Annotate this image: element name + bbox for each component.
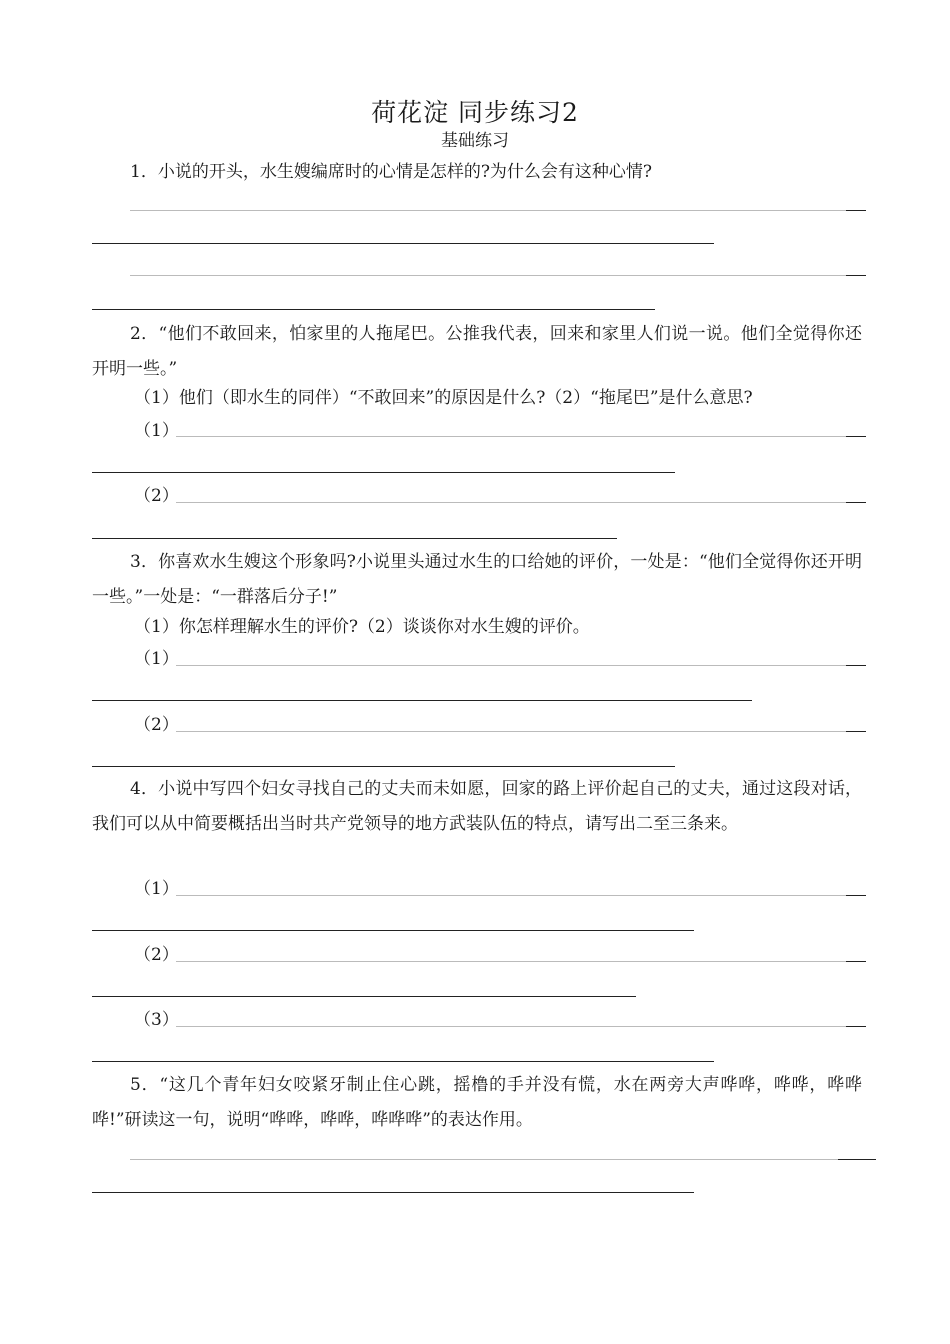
- answer-line[interactable]: [176, 961, 846, 962]
- answer-line[interactable]: [176, 665, 846, 666]
- answer-line[interactable]: [92, 243, 714, 244]
- answer-line[interactable]: [176, 895, 846, 896]
- question-3-text: 3．你喜欢水生嫂这个形象吗?小说里头通过水生的口给她的评价，一处是：“他们全觉得你还开明一些。”一处是：“一群落后分子!”: [92, 552, 862, 607]
- answer-line[interactable]: [176, 1026, 846, 1027]
- answer-line-end: [846, 961, 866, 962]
- answer-label-3: （3）: [134, 1010, 179, 1030]
- answer-line-end: [846, 502, 866, 503]
- answer-line[interactable]: [130, 1159, 838, 1160]
- answer-label-1: （1）: [134, 879, 179, 899]
- page-title: 荷花淀 同步练习2: [371, 98, 579, 127]
- answer-line[interactable]: [92, 930, 694, 931]
- question-2-subquestions: （1）他们（即水生的同伴）“不敢回来”的原因是什么?（2）“拖尾巴”是什么意思?: [134, 388, 753, 408]
- page-subtitle: 基础练习: [441, 131, 509, 151]
- answer-label-1: （1）: [134, 421, 179, 441]
- answer-line[interactable]: [92, 766, 675, 767]
- answer-line-end: [846, 895, 866, 896]
- answer-label-2: （2）: [134, 945, 179, 965]
- answer-line-end: [846, 436, 866, 437]
- answer-label-2: （2）: [134, 715, 179, 735]
- answer-line[interactable]: [92, 996, 636, 997]
- question-5-text: 5．“这几个青年妇女咬紧牙制止住心跳，摇橹的手并没有慌，水在两旁大声哗哗，哗哗，哗哗哗!”研读这一句，说明“哗哗，哗哗，哗哗哗”的表达作用。: [92, 1075, 862, 1130]
- question-3-subquestions: （1）你怎样理解水生的评价?（2）谈谈你对水生嫂的评价。: [134, 617, 590, 637]
- answer-line[interactable]: [176, 731, 846, 732]
- answer-line-end: [838, 1159, 876, 1160]
- question-4-text: 4．小说中写四个妇女寻找自己的丈夫而未如愿，回家的路上评价起自己的丈夫，通过这段对话，我们可以从中简要概括出当时共产党领导的地方武装队伍的特点，请写出二至三条来。: [92, 779, 862, 834]
- question-2-text: 2．“他们不敢回来，怕家里的人拖尾巴。公推我代表，回来和家里人们说一说。他们全觉得你还开明一些。”: [92, 324, 862, 379]
- answer-line-end: [846, 731, 866, 732]
- answer-line[interactable]: [130, 210, 846, 211]
- answer-line[interactable]: [176, 502, 846, 503]
- answer-line[interactable]: [92, 1061, 714, 1062]
- answer-line[interactable]: [92, 700, 752, 701]
- answer-line[interactable]: [92, 1192, 694, 1193]
- answer-label-1: （1）: [134, 649, 179, 669]
- answer-line[interactable]: [92, 538, 617, 539]
- answer-label-2: （2）: [134, 486, 179, 506]
- answer-line-end: [846, 275, 866, 276]
- answer-line-end: [846, 210, 866, 211]
- answer-line[interactable]: [130, 275, 846, 276]
- answer-line[interactable]: [92, 472, 675, 473]
- answer-line-end: [846, 1026, 866, 1027]
- answer-line-end: [846, 665, 866, 666]
- question-1-text: 1．小说的开头，水生嫂编席时的心情是怎样的?为什么会有这种心情?: [130, 162, 653, 182]
- answer-line[interactable]: [92, 309, 655, 310]
- answer-line[interactable]: [176, 436, 846, 437]
